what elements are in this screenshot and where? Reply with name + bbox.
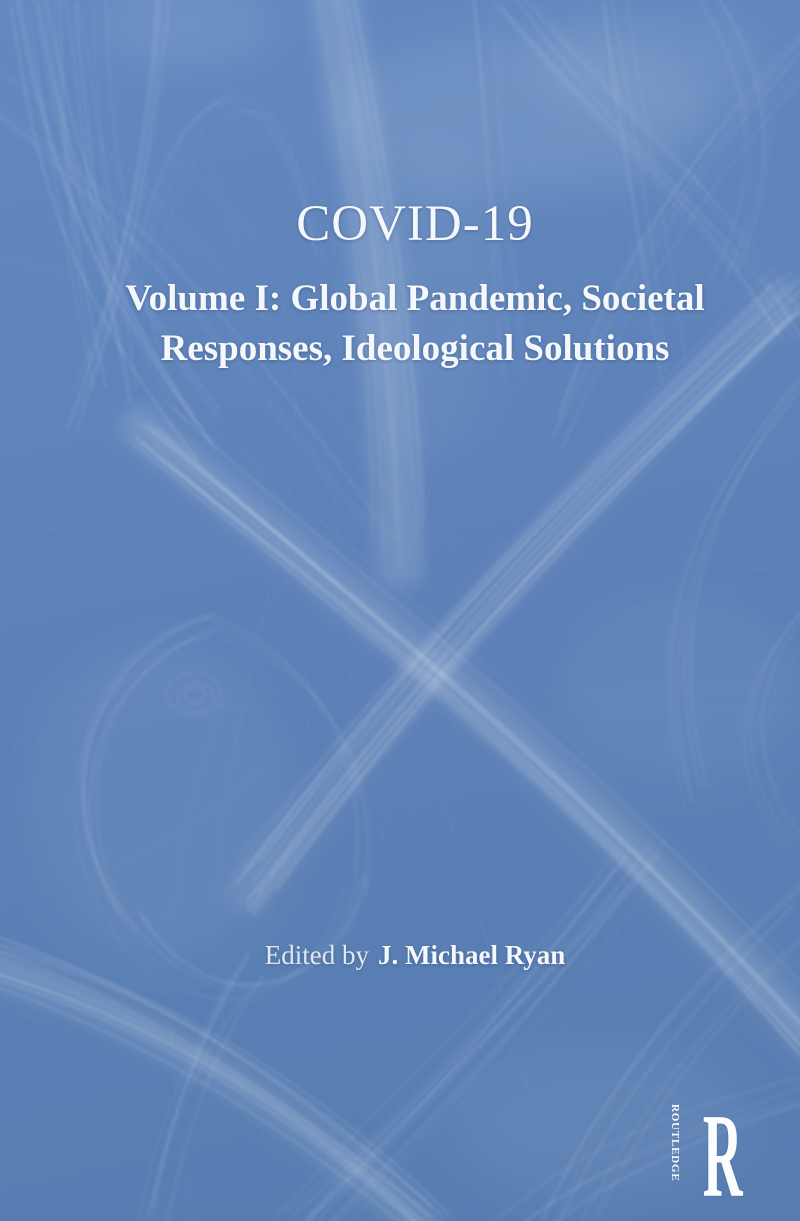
editor-line: [15, 938, 800, 972]
book-title: COVID-19: [296, 196, 534, 252]
routledge-wordmark: ROUTLEDGE: [669, 1104, 681, 1182]
subtitle-line-1: Volume I: Global Pandemic, Societal: [125, 278, 705, 319]
editor-name: J. Michael Ryan: [377, 940, 566, 970]
routledge-r-icon: R: [703, 1089, 743, 1221]
edited-by-label: Edited by: [264, 940, 369, 970]
routledge-logo: [669, 1089, 743, 1221]
subtitle-line-2: Responses, Ideological Solutions: [160, 328, 670, 369]
title-block: [15, 196, 800, 374]
book-subtitle: [15, 274, 800, 374]
